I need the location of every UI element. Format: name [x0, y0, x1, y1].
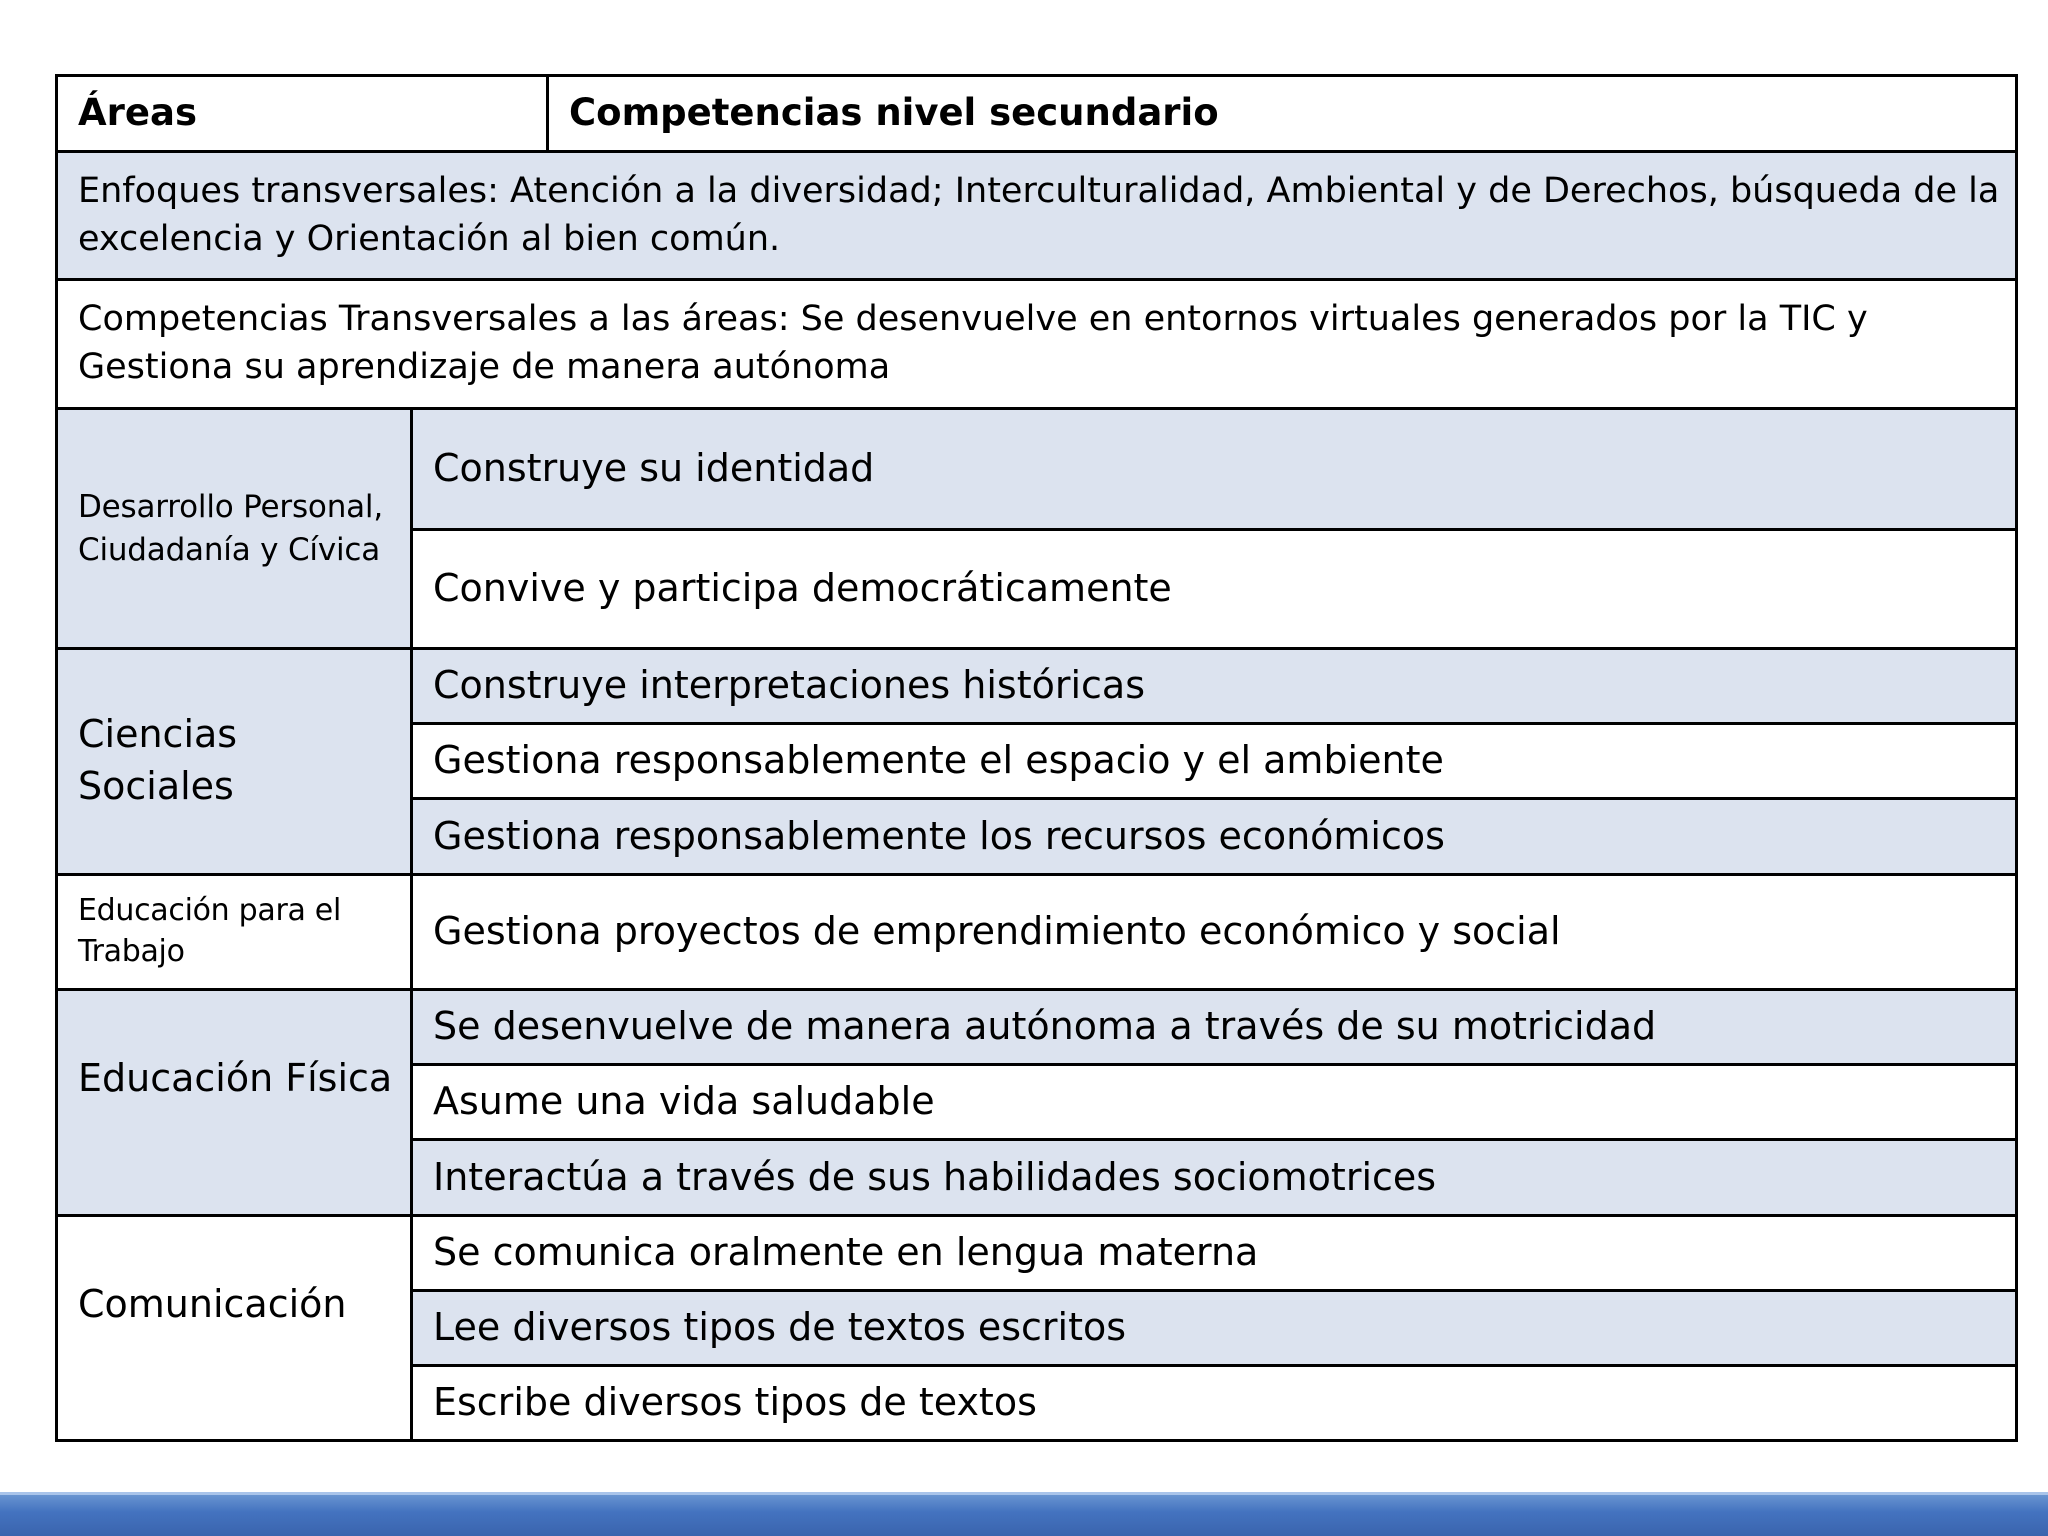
area-desarrollo-personal: Desarrollo Personal, Ciudadanía y Cívica: [55, 407, 413, 650]
competencia-vida-saludable: Asume una vida saludable: [410, 1063, 2018, 1141]
area-educacion-trabajo: Educación para el Trabajo: [55, 873, 413, 991]
competencias-transversales-row: Competencias Transversales a las áreas: Se desenvuelve en entornos virtuales generados por la TIC y Gestiona su aprendizaje de manera autónoma: [55, 278, 2018, 410]
header-competencias: Competencias nivel secundario: [546, 74, 2018, 153]
competencia-construye-identidad: Construye su identidad: [410, 407, 2018, 531]
competencia-interpretaciones-historicas: Construye interpretaciones históricas: [410, 647, 2018, 725]
footer-bar: [0, 1492, 2048, 1536]
competencia-espacio-ambiente: Gestiona responsablemente el espacio y el ambiente: [410, 722, 2018, 800]
competencia-motricidad: Se desenvuelve de manera autónoma a través de su motricidad: [410, 988, 2018, 1066]
competencia-escribe-textos: Escribe diversos tipos de textos: [410, 1364, 2018, 1442]
competencia-convive: Convive y participa democráticamente: [410, 528, 2018, 650]
enfoques-transversales-row: Enfoques transversales: Atención a la diversidad; Interculturalidad, Ambiental y de Derechos, búsqueda de la excelencia y Orientación al bien común.: [55, 150, 2018, 281]
competencia-lee-textos: Lee diversos tipos de textos escritos: [410, 1289, 2018, 1367]
header-areas: Áreas: [55, 74, 549, 153]
competencia-emprendimiento: Gestiona proyectos de emprendimiento económico y social: [410, 873, 2018, 991]
footer-bar-highlight: [0, 1492, 2048, 1495]
competencia-habilidades-sociomotrices: Interactúa a través de sus habilidades sociomotrices: [410, 1138, 2018, 1217]
competencia-comunica-oralmente: Se comunica oralmente en lengua materna: [410, 1214, 2018, 1292]
area-ciencias-sociales: Ciencias Sociales: [55, 647, 413, 876]
area-comunicacion: Comunicación: [55, 1214, 413, 1442]
competencia-recursos-economicos: Gestiona responsablemente los recursos económicos: [410, 797, 2018, 876]
area-educacion-fisica: Educación Física: [55, 988, 413, 1217]
